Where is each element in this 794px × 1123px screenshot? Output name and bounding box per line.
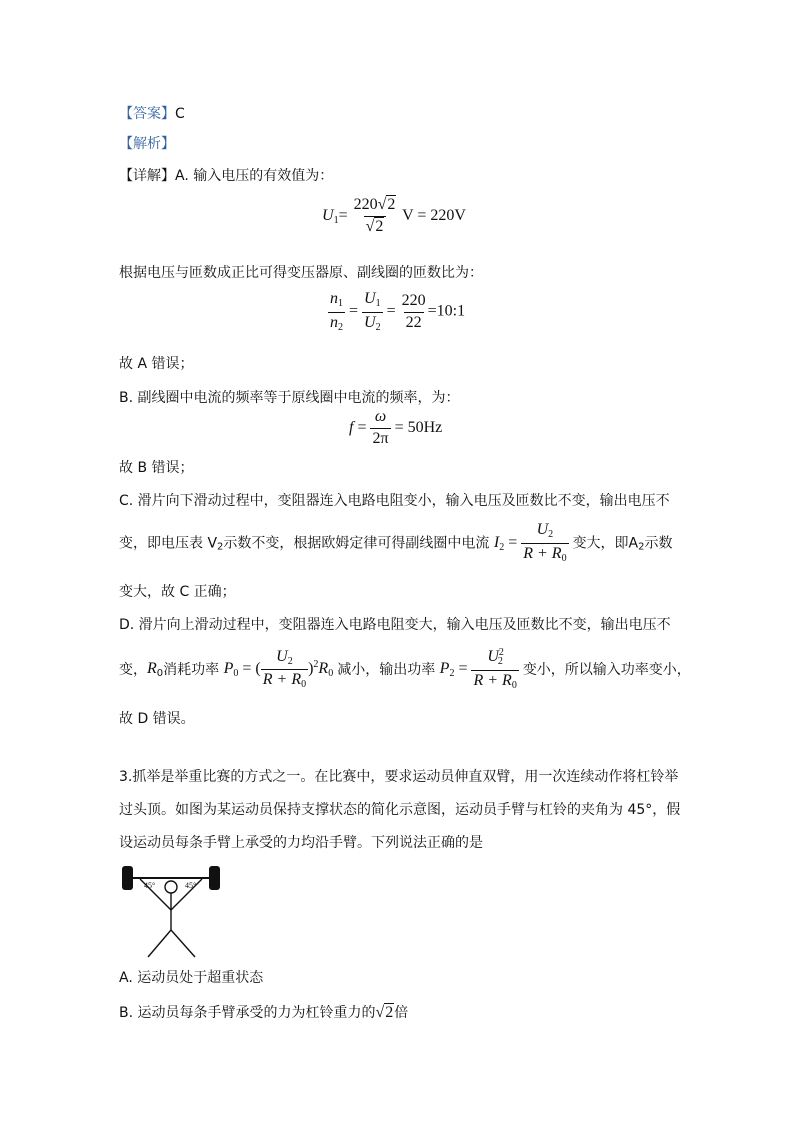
weightlifter-figure xyxy=(118,860,228,960)
c-line-2: 变，即电压表 $V_2$示数不变，根据欧姆定律可得副线圈中电流 $I_2$ = $\frac{U_2}{R + R_0}$ 变大，即$A_2$示数 xyxy=(119,521,673,564)
detail-intro: A. 输入电压的有效值为： xyxy=(175,168,334,184)
left-plate xyxy=(122,866,133,890)
c-current-formula: $I_2$ = $\frac{U_2}{R + R_0}$ xyxy=(493,521,567,564)
analysis-label: 【解析】 xyxy=(119,136,175,152)
right-leg xyxy=(171,930,195,957)
b-wrong: 故 B 错误； xyxy=(119,460,194,476)
angle-label-left: 45° xyxy=(144,881,156,890)
answer-label: 【答案】 xyxy=(119,106,175,122)
equation-effective-voltage: $U_1=$ $\frac{220√2}{√2}$ V = 220V xyxy=(322,196,466,235)
c-line-3: 变大，故 C 正确； xyxy=(119,584,236,600)
equation-frequency: f = $\frac{\omega}{2\pi}$ = 50Hz xyxy=(349,408,443,447)
head xyxy=(165,881,177,893)
answer-line xyxy=(119,103,185,123)
answer-value: C xyxy=(175,106,185,122)
option-b: B. 运动员每条手臂承受的力为杠铃重力的√2倍 xyxy=(119,1004,409,1021)
right-plate xyxy=(209,866,220,890)
d-line-1: D. 滑片向上滑动过程中，变阻器连入电路电阻变大，输入电压及匝数比不变，输出电压不 xyxy=(119,617,671,633)
b-text: B. 副线圈中电流的频率等于原线圈中电流的频率，为： xyxy=(119,390,460,406)
turns-ratio-text: 根据电压与匝数成正比可得变压器原、副线圈的匝数比为： xyxy=(119,265,483,281)
a-wrong: 故 A 错误； xyxy=(119,356,194,372)
d-wrong: 故 D 错误。 xyxy=(119,711,195,727)
detail-label: 【详解】 xyxy=(119,168,175,184)
angle-label-right: 45° xyxy=(185,881,197,890)
q3-line-3: 设运动员每条手臂上承受的力均沿手臂。下列说法正确的是 xyxy=(119,835,483,851)
d-line-2: 变，$R_0$消耗功率 $P_0$ = ( $\frac{U_2}{R + R_0}$ )$^2R_0$ 减小，输出功率 $P_2$ = $\frac{U^2_2}{R + R_0}$ 变小，所以输入功率变小， xyxy=(119,647,691,691)
eq1-fraction: $\frac{220√2}{√2}$ xyxy=(353,196,396,235)
d-power-r0-formula: $P_0$ = ( $\frac{U_2}{R + R_0}$ )$^2R_0$ xyxy=(223,647,334,690)
q3-line-2: 过头顶。如图为某运动员保持支撑状态的简化示意图，运动员手臂与杠铃的夹角为 45°，假 xyxy=(119,802,681,818)
q3-line-1: 3.抓举是举重比赛的方式之一。在比赛中，要求运动员伸直双臂，用一次连续动作将杠铃举 xyxy=(119,769,679,785)
detail-line xyxy=(119,165,333,185)
c-line-1: C. 滑片向下滑动过程中，变阻器连入电路电阻变小，输入电压及匝数比不变，输出电压不 xyxy=(119,493,670,509)
option-a: A. 运动员处于超重状态 xyxy=(119,970,264,986)
equation-turns-ratio: $\frac{n_1}{n_2}$ = $\frac{U_1}{U_2}$ = $\frac{220}{22}$ =10:1 xyxy=(330,290,466,333)
left-leg xyxy=(148,930,171,957)
d-output-power-formula: $P_2$ = $\frac{U^2_2}{R + R_0}$ xyxy=(439,647,517,691)
